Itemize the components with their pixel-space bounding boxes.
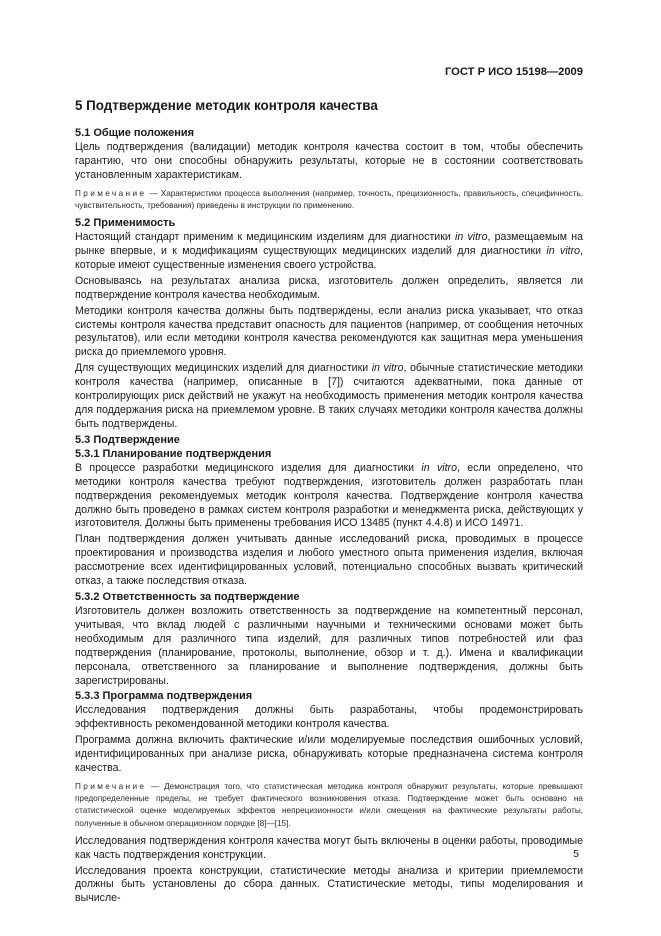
paragraph: Исследования подтверждения должны быть разработаны, чтобы продемонстрировать эффективность рекомендованной методики контроля качества. — [75, 704, 583, 731]
standard-number: ГОСТ Р ИСО 15198—2009 — [444, 66, 583, 78]
note-label: Примечание — [75, 781, 147, 791]
subsection-5-3-title: 5.3 Подтверждение — [75, 433, 180, 446]
paragraph: Исследования подтверждения контроля качества могут быть включены в оценки работы, проводимые как часть подтверждения конструкции. — [75, 834, 583, 861]
paragraph: В процессе разработки медицинского изделия для диагностики in vitro, если определено, что методики контроля качества требуют подтверждения, изготовитель должен разработать план подтверждения рекомендуемых методик контроля качества. Подтверждение контроля качества должно быть проведено в рамках систем контроля разработки и менеджмента риска, действующих у изготовителя. Должны быть применены требования ИСО 13485 (пункт 4.4.8) и ИСО 14971. — [75, 461, 583, 530]
paragraph: План подтверждения должен учитывать данные исследований риска, проводимых в процессе проектирования и производства изделия и любого уместного опыта применения изделия, включая рассмотрение всех идентифицированных условий, потенциально способных вызвать критический отказ, а также последствия отказа. — [75, 533, 583, 588]
paragraph: Цель подтверждения (валидации) методик контроля качества состоит в том, чтобы обеспечить гарантию, что они способны обнаружить результаты, которые не в состоянии соответствовать установленным характеристикам. — [75, 141, 583, 181]
paragraph: Программа должна включить фактические и/или моделируемые последствия ошибочных условий, идентифицированных при анализе риска, обнаруживать которые предназначена система контроля качества. — [75, 734, 583, 775]
paragraph: Для существующих медицинских изделий для диагностики in vitro, обычные статистические методики контроля качества (например, описанные в [7]) считаются адекватными, пока данные от контролирующих риск действий не укажут на необходимость применения методик контроля качества для поддержания риска на приемлемом уровне. В таких случаях методики контроля качества должны быть подтверждены. — [75, 362, 584, 430]
page-number: 5 — [573, 848, 579, 860]
section-title: 5 Подтверждение методик контроля качества — [75, 98, 378, 113]
note: Примечание — Характеристики процесса выполнения (например, точность, прецизионность, правильность, специфичность, чувствительность, требования) приведены в инструкции по применению. — [75, 188, 583, 210]
paragraph: Изготовитель должен возложить ответственность за подтверждение на компетентный персонал, учитывая, что вклад людей с различными научными и техническими основами может быть необходимым для различного типа изделий, для различных типов потребностей или фаз подтверждения (планирование, протоколы, выполнение, обзор и т. д.). Имена и квалификации персонала, ответственного за планирование и выполнение подтверждения, должны быть зарегистрированы. — [75, 604, 583, 687]
subsection-5-3-2-title: 5.3.2 Ответственность за подтверждение — [75, 590, 300, 603]
subsection-5-3-3-title: 5.3.3 Программа подтверждения — [75, 690, 253, 703]
paragraph: Методики контроля качества должны быть подтверждены, если анализ риска указывает, что отказ системы контроля качества представит опасность для пациентов (например, от сообщения неточных результатов), или если методики контроля качества рекомендуются как защитная мера уменьшения риска до приемлемого уровня. — [75, 304, 583, 359]
subsection-5-2-title: 5.2 Применимость — [75, 217, 176, 230]
note: Примечание — Демонстрация того, что статистическая методика контроля обнаружит результаты, которые превышают предопределенные пределы, не требует фактического возникновения отказа. Подтверждение может быть основано на статистической оценке моделируемых эффектов непрецизионности и/или смещения на фактические результаты работы, полученные в обычном операционном порядке [8]—[15]. — [75, 781, 583, 828]
paragraph: Исследования проекта конструкции, статистические методы анализа и критерии приемлемости должны быть установлены до сбора данных. Статистические методы, типы моделирования и вычисле- — [75, 864, 583, 905]
note-label: Примечание — [75, 188, 147, 198]
subsection-5-3-1-title: 5.3.1 Планирование подтверждения — [75, 447, 272, 460]
paragraph: Настоящий стандарт применим к медицинским изделиям для диагностики in vitro, размещаемым на рынке впервые, и к модификациям существующих медицинских изделий для диагностики in vitro, которые имеют существенные изменения своего устройства. — [75, 231, 583, 271]
page-content — [75, 98, 583, 908]
paragraph: Основываясь на результатах анализа риска, изготовитель должен определить, является ли подтверждение контроля качества необходимым. — [75, 274, 583, 301]
subsection-5-1-title: 5.1 Общие положения — [75, 127, 195, 139]
